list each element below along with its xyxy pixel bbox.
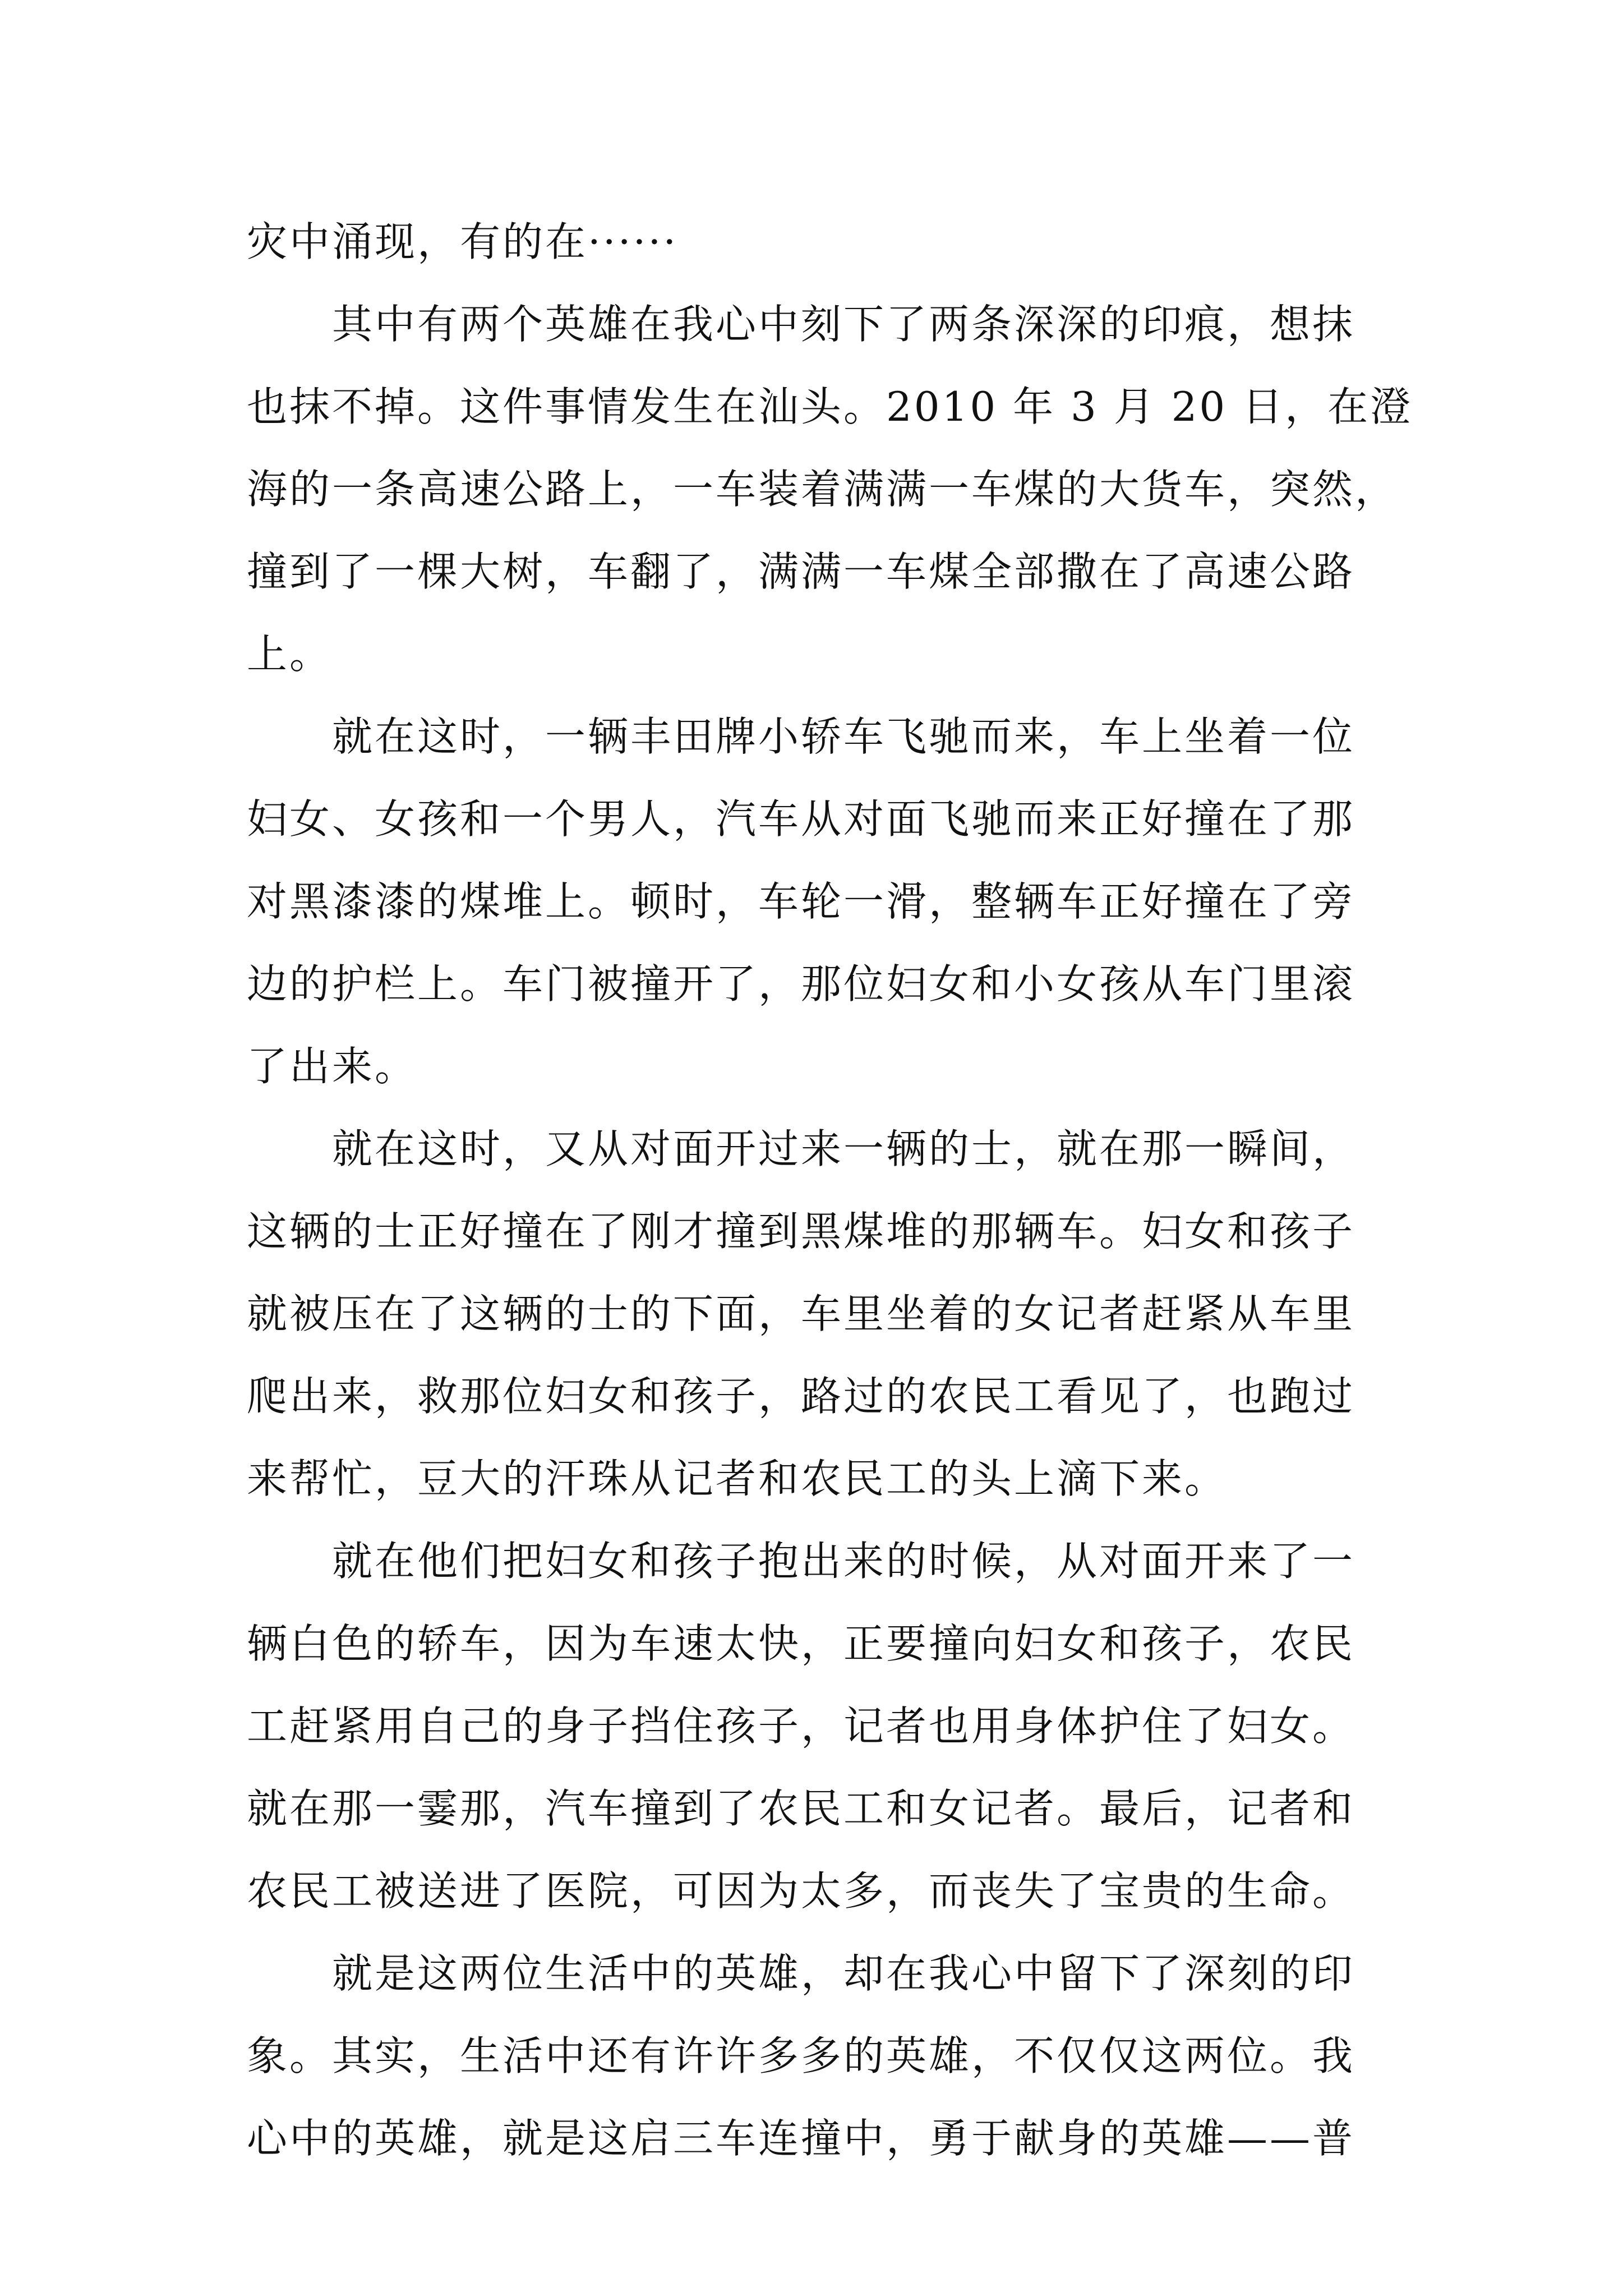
text-line: 来帮忙，豆大的汗珠从记者和农民工的头上滴下来。: [247, 1455, 1228, 1502]
text-line: 就在他们把妇女和孩子抱出来的时候，从对面开来了一: [332, 1538, 1355, 1585]
text-line: 这辆的士正好撞在了刚才撞到黑煤堆的那辆车。妇女和孩子: [247, 1208, 1355, 1255]
text-line: 了出来。: [247, 1043, 418, 1090]
text-line: 就是这两位生活中的英雄，却在我心中留下了深刻的印: [332, 1950, 1355, 1997]
text-line: 农民工被送进了医院，可因为太多，而丧失了宝贵的生命。: [247, 1867, 1355, 1915]
text-line: 就被压在了这辆的士的下面，车里坐着的女记者赶紧从车里: [247, 1290, 1355, 1337]
text-line: 妇女、女孩和一个男人，汽车从对面飞驰而来正好撞在了那: [247, 795, 1355, 843]
text-line: 撞到了一棵大树，车翻了，满满一车煤全部撒在了高速公路: [247, 548, 1355, 595]
text-line: 就在这时，一辆丰田牌小轿车飞驰而来，车上坐着一位: [332, 713, 1355, 760]
text-line: 爬出来，救那位妇女和孩子，路过的农民工看见了，也跑过: [247, 1373, 1355, 1420]
text-line: 海的一条高速公路上，一车装着满满一车煤的大货车，突然，: [247, 466, 1398, 513]
text-line: 就在这时，又从对面开过来一辆的士，就在那一瞬间，: [332, 1125, 1355, 1172]
text-line: 就在那一霎那，汽车撞到了农民工和女记者。最后，记者和: [247, 1785, 1355, 1832]
text-line: 对黑漆漆的煤堆上。顿时，车轮一滑，整辆车正好撞在了旁: [247, 878, 1355, 925]
text-line: 也抹不掉。这件事情发生在汕头。2010 年 3 月 20 日，在澄: [247, 383, 1413, 430]
text-line: 心中的英雄，就是这启三车连撞中，勇于献身的英雄——普: [247, 2115, 1355, 2162]
text-line: 边的护栏上。车门被撞开了，那位妇女和小女孩从车门里滚: [247, 960, 1355, 1007]
body-text: [247, 201, 1413, 2180]
text-line: 上。: [247, 631, 333, 678]
text-line: 灾中涌现，有的在······: [247, 218, 679, 265]
text-line: 工赶紧用自己的身子挡住孩子，记者也用身体护住了妇女。: [247, 1703, 1355, 1750]
text-line: 其中有两个英雄在我心中刻下了两条深深的印痕，想抹: [332, 301, 1355, 348]
text-line: 辆白色的轿车，因为车速太快，正要撞向妇女和孩子，农民: [247, 1620, 1355, 1667]
text-line: 象。其实，生活中还有许许多多的英雄，不仅仅这两位。我: [247, 2032, 1355, 2079]
